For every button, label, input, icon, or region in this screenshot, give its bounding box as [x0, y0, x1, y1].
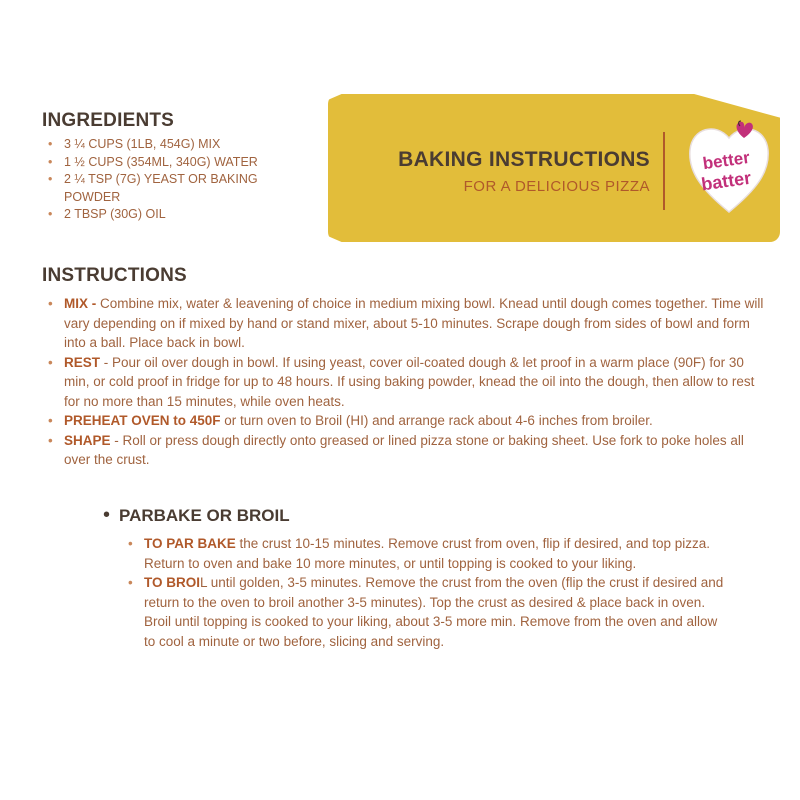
step-text: Combine mix, water & leavening of choice in medium mixing bowl. Knead until dough comes together. Time will vary depending on if mixed by hand or stand mixer, about 5-10 minutes. Scrape dough from sides of bowl and form into a ball. Place back in bowl. — [64, 296, 764, 350]
ingredients-heading: INGREDIENTS — [42, 110, 175, 131]
parbake-list — [128, 534, 728, 651]
step-label: MIX - — [64, 296, 100, 311]
step-label: REST — [64, 354, 101, 370]
instruction-step-shape — [48, 431, 770, 470]
banner-subtitle: FOR A DELICIOUS PIZZA — [463, 178, 650, 195]
broil-item — [128, 573, 728, 651]
parbake-text: the crust 10-15 minutes. Remove crust from oven, flip if desired, and top pizza. Return to oven and bake 10 more minutes, or until topping is cooked to your liking. — [144, 536, 710, 571]
banner-divider — [663, 132, 665, 210]
parbake-heading: PARBAKE OR BROIL — [119, 506, 290, 525]
ingredient-item: • 1 ½ CUPS (354ML, 340G) WATER — [48, 154, 288, 172]
logo-text-batter: batter — [700, 167, 753, 195]
step-label: SHAPE — [64, 432, 111, 448]
ingredient-item: • 2 ¼ TSP (7G) YEAST OR BAKING POWDER — [48, 171, 288, 206]
instructions-heading: INSTRUCTIONS — [42, 265, 187, 286]
parbake-label: TO PAR BAKE — [144, 536, 236, 551]
ingredients-list — [48, 136, 288, 224]
banner-title: BAKING INSTRUCTIONS — [398, 148, 650, 171]
step-text: - Pour oil over dough in bowl. If using yeast, cover oil-coated dough & let proof in a warm place (90F) for 30 min, or cold proof in fridge for up to 48 hours. If using baking powder, knead the oil into the dough, then allow to rest for no more than 15 minutes, while oven heats. — [64, 354, 755, 409]
broil-text: L until golden, 3-5 minutes. Remove the crust from the oven (flip the crust if desired and return to the oven to broil another 3-5 minutes). Top the crust as desired & place back in oven. Broil until topping is cooked to your liking, about 3-5 more min. Remove from the oven and allow to cool a minute or two before, slicing and serving. — [144, 575, 724, 649]
instruction-step-mix — [48, 294, 770, 353]
logo-text-better: better — [701, 147, 751, 174]
bullet-icon: • — [103, 504, 111, 526]
instruction-step-rest — [48, 353, 770, 412]
broil-label: TO BROI — [144, 575, 201, 590]
ingredient-item: • 2 TBSP (30G) OIL — [48, 206, 288, 224]
step-label: PREHEAT OVEN to 450F — [64, 413, 221, 428]
better-batter-logo — [684, 108, 774, 218]
instruction-step-preheat — [48, 411, 770, 431]
step-text: or turn oven to Broil (HI) and arrange rack about 4-6 inches from broiler. — [220, 413, 653, 428]
parbake-item — [128, 534, 728, 573]
instructions-list — [48, 294, 770, 470]
ingredient-item: • 3 ¼ CUPS (1LB, 454G) MIX — [48, 136, 288, 154]
step-text: - Roll or press dough directly onto greased or lined pizza stone or baking sheet. Use fork to poke holes all over the crust. — [64, 432, 744, 467]
